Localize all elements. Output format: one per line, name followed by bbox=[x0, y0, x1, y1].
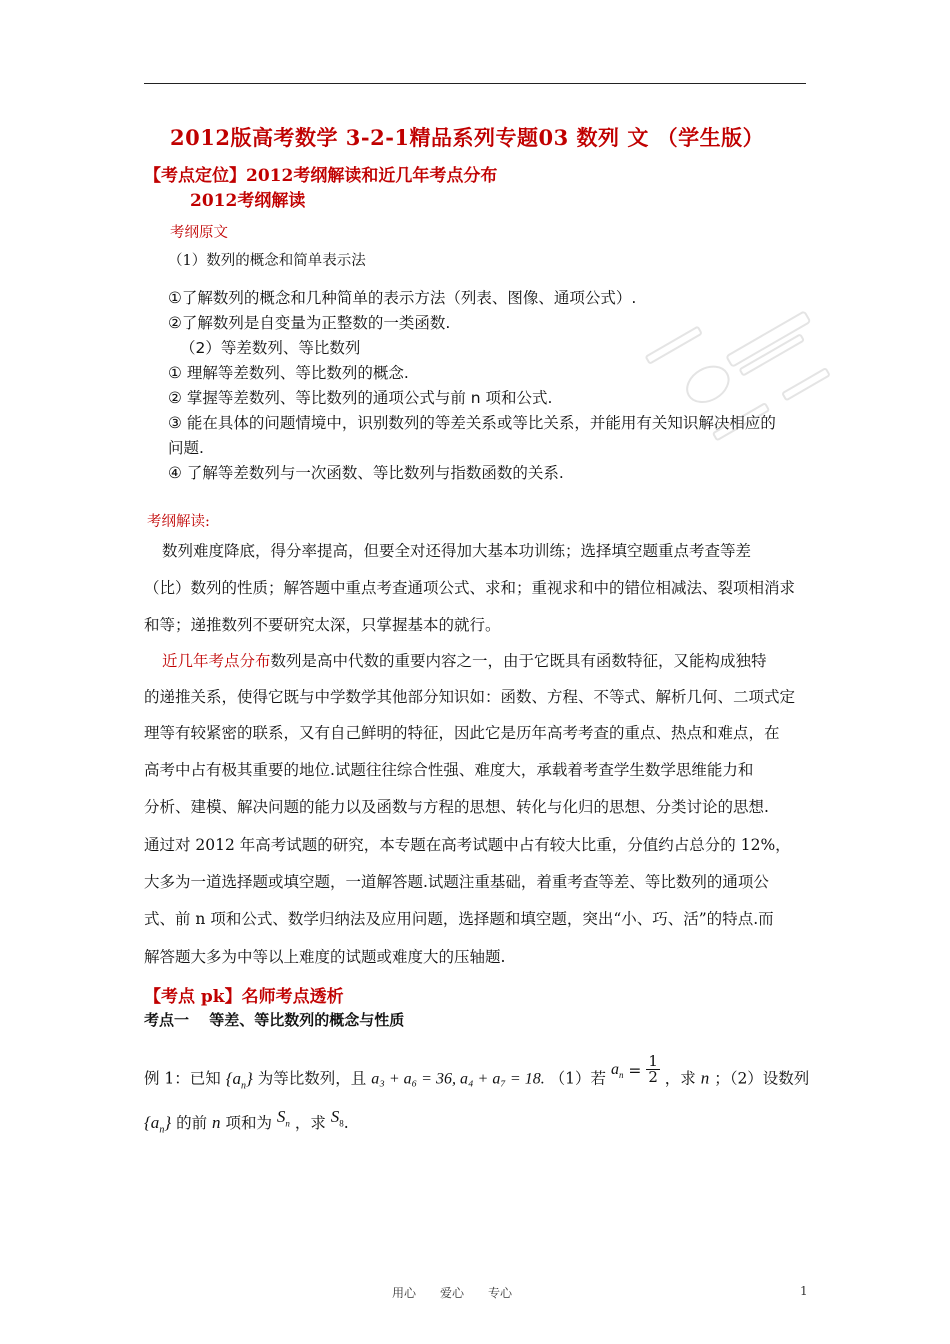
image-line-8: ④ 了解等差数列与一次函数、等比数列与指数函数的关系. bbox=[168, 464, 564, 482]
image-line-1: ①了解数列的概念和几种简单的表示方法（列表、图像、通项公式）. bbox=[168, 289, 637, 307]
recent-line-1: 的递推关系，使得它既与中学数学其他部分知识如：函数、方程、不等式、解析几何、二项式定 bbox=[144, 688, 796, 706]
section-heading-pk: 【考点 pk】名师考点透析 bbox=[144, 987, 344, 1007]
recent-line-7: 式、前 n 项和公式、数学归纳法及应用问题，选择题和填空题，突出“小、巧、活”的特点.而 bbox=[144, 910, 774, 928]
exam-point-1: 考点一 等差、等比数列的概念与性质 bbox=[144, 1011, 405, 1029]
header-rule bbox=[144, 83, 806, 84]
sum-text: 项和为 bbox=[225, 1114, 272, 1132]
footer-motto: 用心 爱心 专心 bbox=[392, 1286, 513, 1300]
s8-variable: $S_8$ bbox=[330, 1107, 344, 1129]
condition-equations: a₃ + a₆ = 36, a₄ + a₇ = 18. bbox=[371, 1070, 545, 1088]
recent-distribution-paragraph-start bbox=[162, 654, 767, 670]
recent-distribution-label: 近几年考点分布 bbox=[162, 652, 271, 670]
interpretation-line-3: 和等；递推数列不要研究太深，只掌握基本的就行。 bbox=[144, 616, 501, 634]
fraction-one-half: $\frac{1}{2}$ bbox=[648, 1052, 658, 1086]
syllabus-subheading: 2012考纲解读 bbox=[190, 191, 306, 211]
recent-distribution-first: 数列是高中代数的重要内容之一，由于它既具有函数特征，又能构成独特 bbox=[270, 652, 767, 670]
interpretation-label: 考纲解读: bbox=[147, 514, 210, 530]
interpretation-line-1: 数列难度降底，得分率提高，但要全对还得加大基本功训练；选择填空题重点考查等差 bbox=[162, 542, 752, 560]
syllabus-item-1: （1）数列的概念和简单表示法 bbox=[168, 253, 366, 269]
example-1-line-1 bbox=[144, 1052, 810, 1095]
find-n-text: ，求 bbox=[664, 1069, 696, 1088]
recent-line-5: 通过对 2012 年高考试题的研究，本专题在高考试题中占有较大比重，分值约占总分的 12%， bbox=[144, 836, 791, 854]
recent-line-8: 解答题大多为中等以上难度的试题或难度大的压轴题. bbox=[144, 948, 506, 966]
example-prefix: 例 1：已知 bbox=[144, 1069, 221, 1088]
section-heading-location bbox=[144, 161, 497, 186]
recent-line-2: 理等有较紧密的联系，又有自己鲜明的特征，因此它是历年高考考查的重点、热点和难点，在 bbox=[144, 724, 780, 742]
page-number: 1 bbox=[800, 1284, 808, 1298]
image-line-4: ① 理解等差数列、等比数列的概念. bbox=[168, 364, 409, 382]
image-line-2: ②了解数列是自变量为正整数的一类函数. bbox=[168, 314, 451, 332]
an-variable: $a_n$ bbox=[610, 1060, 624, 1080]
interpretation-line-2: （比）数列的性质；解答题中重点考查通项公式、求和；重视求和中的错位相减法、裂项相消求 bbox=[144, 579, 796, 597]
part-2-label: ；（2）设数列 bbox=[714, 1069, 810, 1088]
image-line-3: （2）等差数列、等比数列 bbox=[180, 339, 361, 357]
is-geometric-text: 为等比数列，且 bbox=[257, 1069, 367, 1088]
n-variable: n bbox=[700, 1068, 710, 1088]
sequence-set: $\{a_n\}$ bbox=[225, 1068, 253, 1091]
equals-sign: = bbox=[628, 1061, 642, 1080]
image-line-5: ② 掌握等差数列、等比数列的通项公式与前 n 项和公式. bbox=[168, 389, 553, 407]
syllabus-original-label: 考纲原文 bbox=[170, 225, 228, 241]
sequence-set-2: $\{a_n\}$ bbox=[144, 1113, 172, 1136]
section-heading-text: 【考点定位】2012考纲解读和近几年考点分布 bbox=[144, 166, 498, 186]
period: . bbox=[343, 1114, 349, 1132]
image-line-6: ③ 能在具体的问题情境中，识别数列的等差关系或等比关系，并能用有关知识解决相应的 bbox=[168, 414, 776, 432]
image-line-7: 问题. bbox=[168, 439, 204, 457]
sn-variable: $S_n$ bbox=[276, 1107, 290, 1129]
ask-text: ，求 bbox=[294, 1114, 326, 1132]
recent-line-6: 大多为一道选择题或填空题，一道解答题.试题注重基础，着重考查等差、等比数列的通项公 bbox=[144, 873, 769, 891]
recent-line-4: 分析、建模、解决问题的能力以及函数与方程的思想、转化与化归的思想、分类讨论的思想. bbox=[144, 798, 769, 816]
recent-line-3: 高考中占有极其重要的地位.试题往往综合性强、难度大，承载着考查学生数学思维能力和 bbox=[144, 761, 754, 779]
part-1-label: （1）若 bbox=[549, 1069, 606, 1088]
first-text: 的前 bbox=[176, 1114, 208, 1132]
n-variable-2: n bbox=[212, 1113, 221, 1132]
document-title: 2012版高考数学 3-2-1精品系列专题03 数列 文 （学生版） bbox=[170, 125, 765, 150]
example-1-line-2 bbox=[144, 1107, 349, 1136]
